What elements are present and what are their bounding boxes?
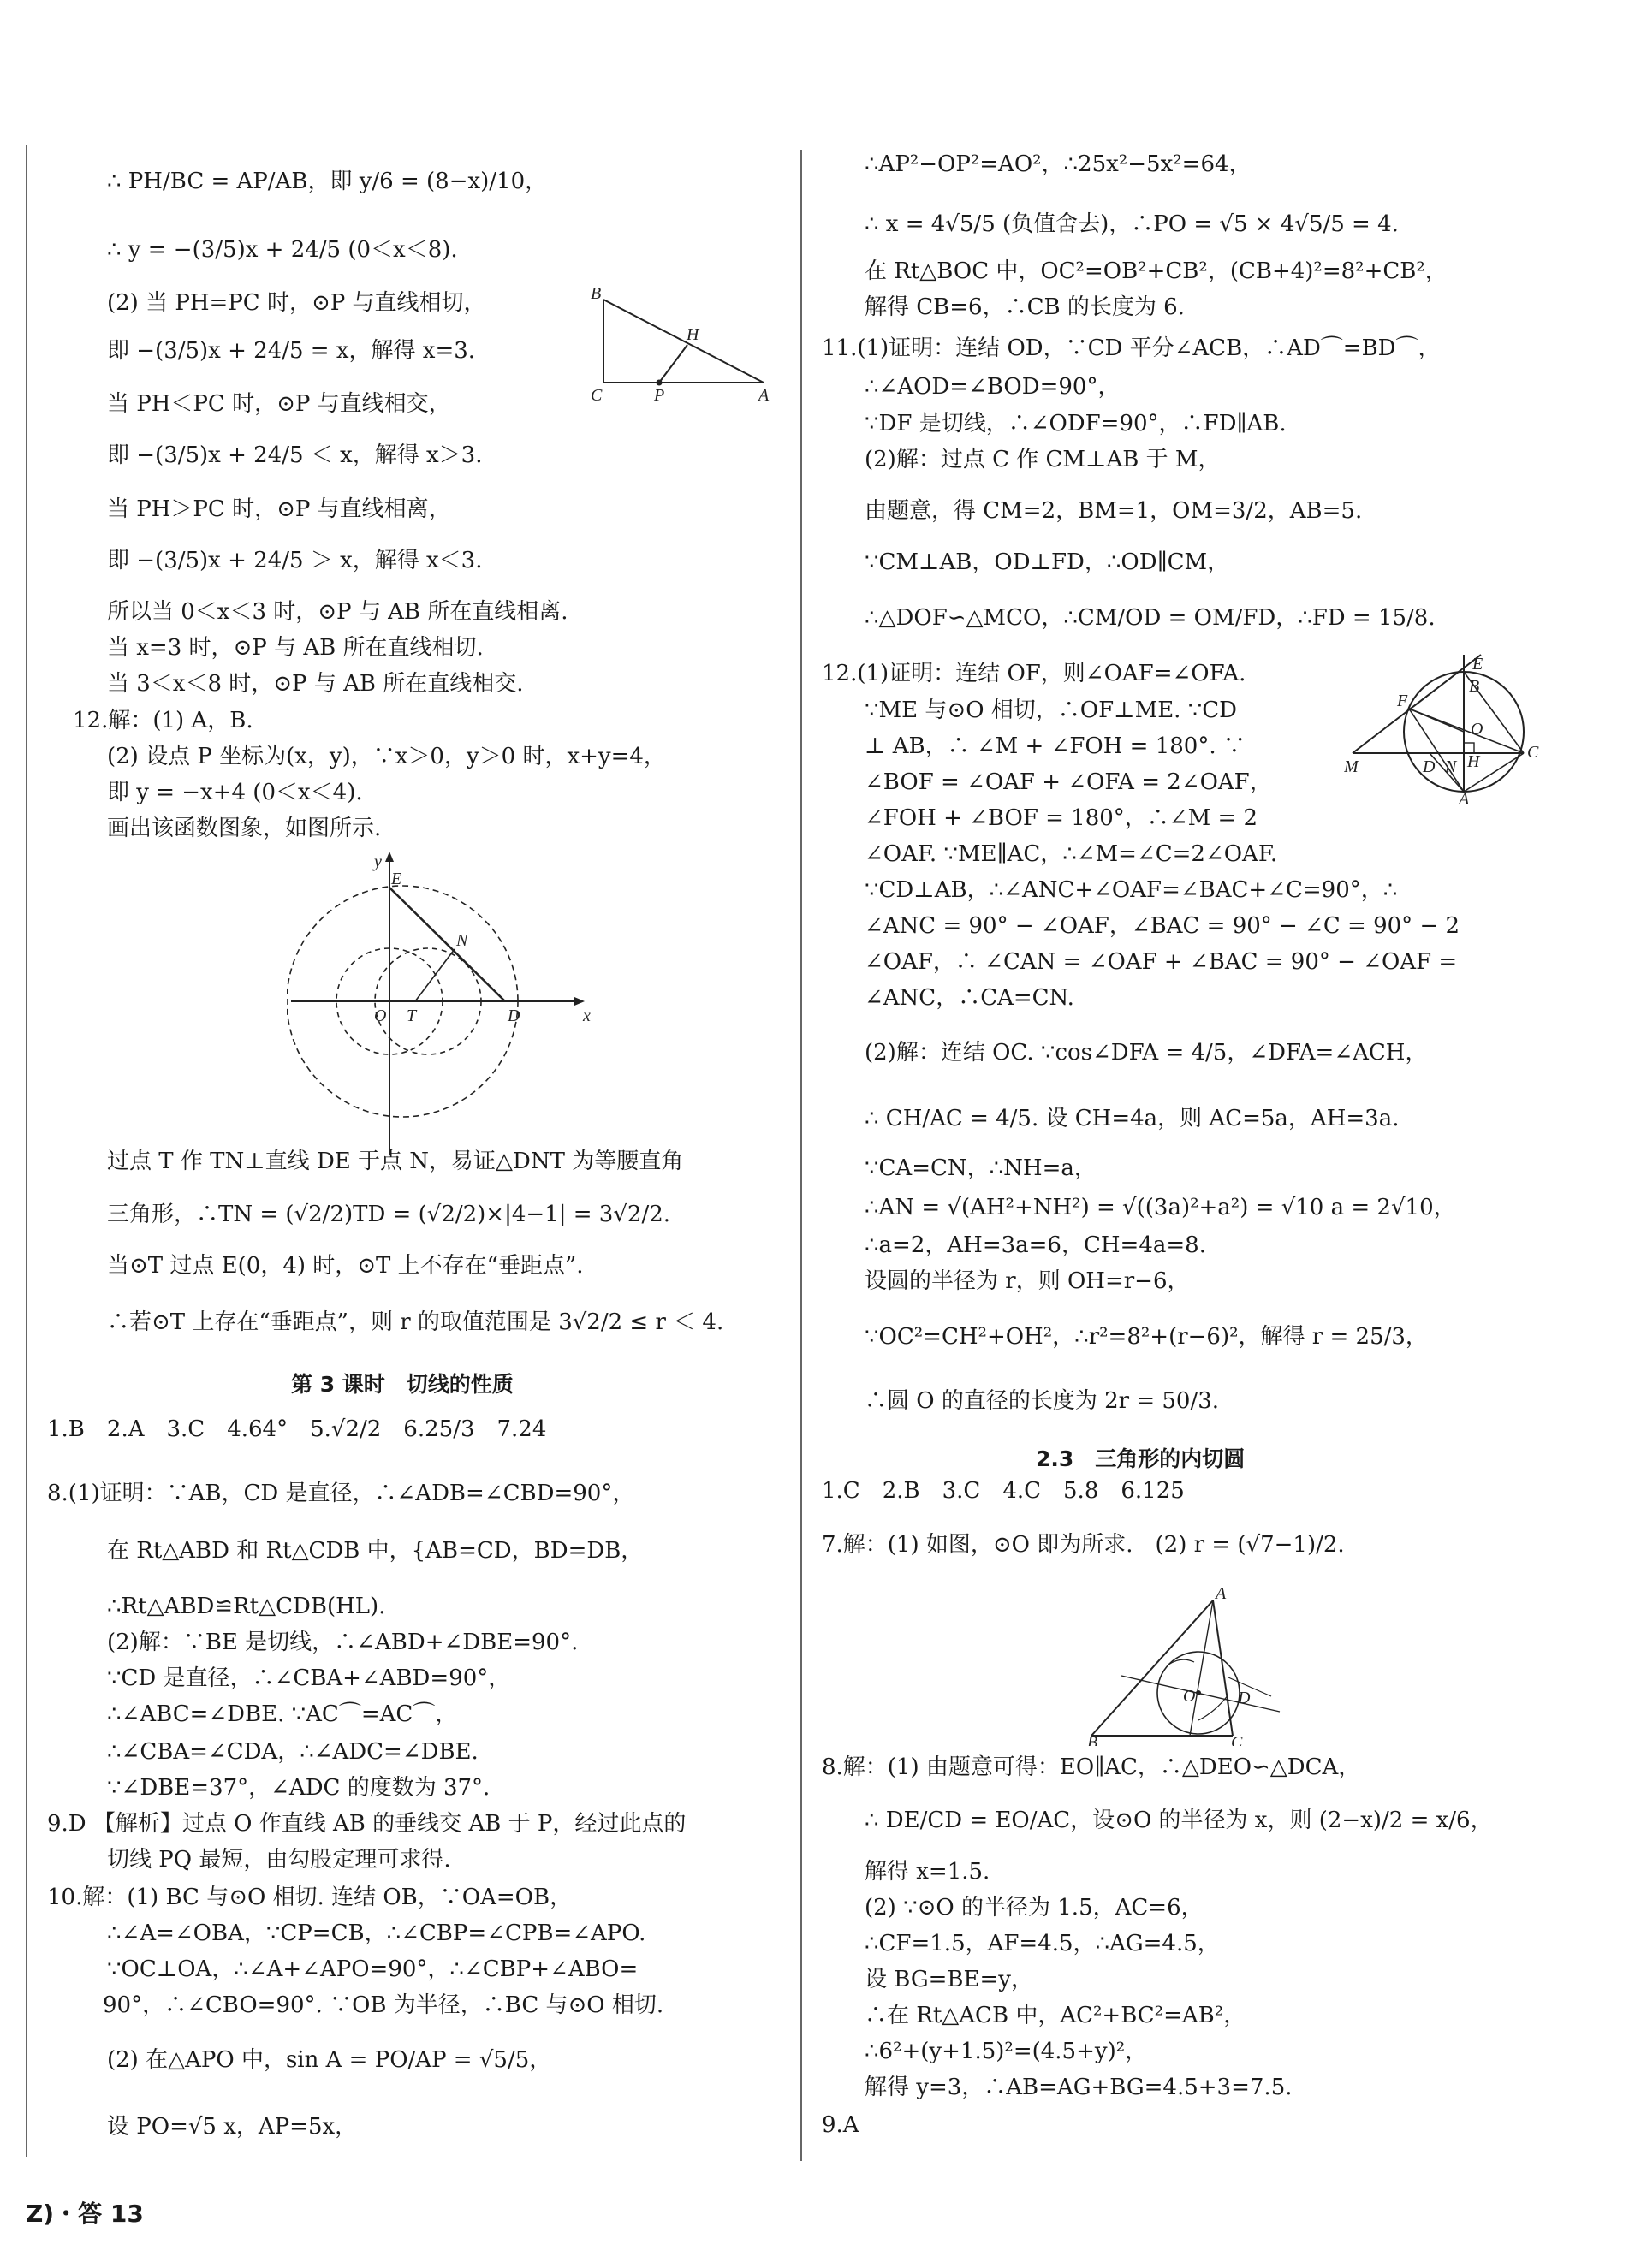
line-l-34: 90°，∴∠CBO=90°. ∵OB 为半径，∴BC 与⊙O 相切.: [103, 1992, 664, 2018]
label-A2: A: [1459, 790, 1470, 804]
line-r-34: 解得 x=1.5.: [865, 1859, 990, 1885]
line-l-1: ∴ PH/BC = AP/AB，即 y/6 = (8−x)/10，: [107, 169, 548, 194]
line-l-25: ∵CD 是直径，∴∠CBA+∠ABD=90°，: [107, 1665, 511, 1691]
column-divider: [800, 150, 802, 2161]
line-r-17: ∠OAF. ∵ME∥AC，∴∠M=∠C=2∠OAF.: [865, 841, 1278, 867]
label-N: N: [456, 931, 468, 950]
label-M2: M: [1344, 757, 1359, 776]
line-r-40: 解得 y=3，∴AB=AG+BG=4.5+3=7.5.: [865, 2075, 1293, 2100]
line-r-14: ⊥ AB，∴ ∠M + ∠FOH = 180°. ∵: [865, 733, 1246, 759]
line-r-12: 12.(1)证明：连结 OF，则∠OAF=∠OFA.: [822, 661, 1246, 686]
left-margin-rule: [26, 145, 27, 2157]
line-r-15: ∠BOF = ∠OAF + ∠OFA = 2∠OAF，: [865, 769, 1272, 795]
line-l-16: 过点 T 作 TN⊥直线 DE 于点 N，易证△DNT 为等腰直角: [107, 1149, 684, 1174]
label-H: H: [687, 325, 699, 344]
section-title-right: 2.3 三角形的内切圆: [1036, 1446, 1246, 1471]
line-l-29: 9.D 【解析】过点 O 作直线 AB 的垂线交 AB 于 P，经过此点的: [47, 1811, 687, 1837]
label-P: P: [654, 386, 665, 402]
line-r-1: ∴AP²−OP²=AO²，∴25x²−5x²=64，: [865, 151, 1252, 177]
label-N2: N: [1445, 757, 1457, 776]
line-l-27: ∴∠CBA=∠CDA，∴∠ADC=∠DBE.: [107, 1739, 479, 1765]
label-O: O: [374, 1006, 387, 1025]
line-r-4: 解得 CB=6，∴CB 的长度为 6.: [865, 294, 1185, 320]
line-r-31: 7.解：(1) 如图，⊙O 即为所求. (2) r = (√7−1)/2.: [822, 1532, 1345, 1558]
line-r-41: 9.A: [822, 2112, 859, 2138]
label-B: B: [591, 287, 602, 303]
label-H2: H: [1467, 752, 1480, 771]
line-l-8: 即 −(3/5)x + 24/5 ＞ x，解得 x＜3.: [107, 548, 483, 573]
label-B2: B: [1469, 677, 1480, 696]
line-r-30: 1.C 2.B 3.C 4.C 5.8 6.125: [822, 1478, 1185, 1504]
line-l-30: 切线 PQ 最短，由勾股定理可求得.: [107, 1847, 451, 1873]
line-l-12: 12.解：(1) A，B.: [73, 708, 253, 733]
line-r-6: ∴∠AOD=∠BOD=90°，: [865, 374, 1121, 400]
label-D3: D: [1238, 1689, 1251, 1707]
line-r-9: 由题意，得 CM=2，BM=1，OM=3/2，AB=5.: [865, 498, 1363, 524]
line-r-11: ∴△DOF∽△MCO，∴CM/OD = OM/FD，∴FD = 15/8.: [865, 605, 1436, 631]
label-D2: D: [1423, 757, 1436, 776]
label-y: y: [374, 852, 382, 871]
incircle-figure: [1087, 1583, 1293, 1746]
line-l-10: 当 x=3 时，⊙P 与 AB 所在直线相切.: [107, 635, 484, 661]
line-l-2: ∴ y = −(3/5)x + 24/5 (0＜x＜8).: [107, 237, 458, 263]
line-r-23: ∴ CH/AC = 4/5. 设 CH=4a，则 AC=5a，AH=3a.: [865, 1106, 1400, 1131]
line-r-13: ∵ME 与⊙O 相切，∴OF⊥ME. ∵CD: [865, 698, 1237, 723]
line-r-16: ∠FOH + ∠BOF = 180°，∴∠M = 2: [865, 805, 1258, 831]
line-r-36: ∴CF=1.5，AF=4.5，∴AG=4.5，: [865, 1931, 1220, 1956]
page-number: Z)・答 13: [26, 2200, 144, 2228]
line-l-6: 即 −(3/5)x + 24/5 ＜ x，解得 x＞3.: [107, 442, 483, 468]
line-r-33: ∴ DE/CD = EO/AC，设⊙O 的半径为 x，则 (2−x)/2 = x/6，: [865, 1808, 1493, 1833]
line-r-25: ∴AN = √(AH²+NH²) = √((3a)²+a²) = √10 a = 2√10，: [865, 1195, 1456, 1220]
label-E: E: [391, 870, 402, 888]
line-l-13: (2) 设点 P 坐标为(x，y)，∵x＞0，y＞0 时，x+y=4，: [107, 744, 666, 769]
line-r-37: 设 BG=BE=y，: [865, 1967, 1033, 1992]
line-r-7: ∵DF 是切线，∴∠ODF=90°，∴FD∥AB.: [865, 411, 1287, 436]
line-l-24: (2)解：∵BE 是切线，∴∠ABD+∠DBE=90°.: [107, 1630, 579, 1655]
label-T: T: [407, 1006, 417, 1025]
line-r-2: ∴ x = 4√5/5 (负值舍去)，∴PO = √5 × 4√5/5 = 4.: [865, 211, 1399, 237]
label-C3: C: [1231, 1733, 1243, 1746]
line-r-19: ∠ANC = 90° − ∠OAF，∠BAC = 90° − ∠C = 90° − 2: [865, 913, 1460, 939]
label-B3: B: [1087, 1733, 1098, 1746]
line-r-5: 11.(1)证明：连结 OD，∵CD 平分∠ACB，∴AD⌒=BD⌒，: [822, 335, 1441, 361]
label-O2: O: [1471, 720, 1483, 739]
line-l-33: ∵OC⊥OA，∴∠A+∠APO=90°，∴∠CBP+∠ABO=: [107, 1956, 639, 1982]
line-r-29: ∴圆 O 的直径的长度为 2r = 50/3.: [865, 1388, 1220, 1414]
line-r-38: ∴在 Rt△ACB 中，AC²+BC²=AB²，: [865, 2003, 1246, 2028]
line-l-15: 画出该函数图象，如图所示.: [107, 816, 382, 841]
line-r-22: (2)解：连结 OC. ∵cos∠DFA = 4/5，∠DFA=∠ACH，: [865, 1040, 1428, 1066]
line-r-32: 8.解：(1) 由题意可得：EO∥AC，∴△DEO∽△DCA，: [822, 1754, 1361, 1780]
line-l-28: ∵∠DBE=37°，∠ADC 的度数为 37°.: [107, 1775, 491, 1801]
line-l-7: 当 PH＞PC 时，⊙P 与直线相离，: [107, 496, 451, 522]
line-l-26: ∴∠ABC=∠DBE. ∵AC⌒=AC⌒，: [107, 1701, 458, 1727]
line-l-3: (2) 当 PH=PC 时，⊙P 与直线相切，: [107, 290, 486, 316]
line-l-31: 10.解：(1) BC 与⊙O 相切. 连结 OB，∵OA=OB，: [47, 1885, 573, 1910]
label-x: x: [583, 1006, 591, 1025]
line-l-36: 设 PO=√5 x，AP=5x，: [107, 2114, 358, 2140]
line-l-14: 即 y = −x+4 (0＜x＜4).: [107, 780, 363, 805]
label-C2: C: [1527, 743, 1539, 762]
line-l-11: 当 3＜x＜8 时，⊙P 与 AB 所在直线相交.: [107, 671, 524, 697]
line-r-3: 在 Rt△BOC 中，OC²=OB²+CB²，(CB+4)²=8²+CB²，: [865, 258, 1448, 284]
line-l-19: ∴若⊙T 上存在“垂距点”，则 r 的取值范围是 3√2/2 ≤ r ＜ 4.: [107, 1309, 724, 1335]
triangle-figure: [582, 287, 779, 402]
line-l-20: 1.B 2.A 3.C 4.64° 5.√2/2 6.25/3 7.24: [47, 1416, 547, 1442]
line-l-17: 三角形，∴TN = (√2/2)TD = (√2/2)×|4−1| = 3√2/2.: [107, 1202, 671, 1227]
line-l-5: 当 PH＜PC 时，⊙P 与直线相交，: [107, 391, 451, 417]
coordinate-figure: [287, 852, 595, 1160]
line-l-9: 所以当 0＜x＜3 时，⊙P 与 AB 所在直线相离.: [107, 599, 568, 625]
line-l-23: ∴Rt△ABD≌Rt△CDB(HL).: [107, 1594, 386, 1619]
label-A3: A: [1216, 1584, 1227, 1603]
label-O3: O: [1183, 1687, 1196, 1706]
line-l-21: 8.(1)证明：∵AB，CD 是直径，∴∠ADB=∠CBD=90°，: [47, 1481, 635, 1506]
label-A: A: [758, 386, 770, 402]
line-l-35: (2) 在△APO 中，sin A = PO/AP = √5/5，: [107, 2047, 552, 2073]
line-l-4: 即 −(3/5)x + 24/5 = x，解得 x=3.: [107, 338, 476, 364]
label-C: C: [591, 386, 603, 402]
line-r-21: ∠ANC，∴CA=CN.: [865, 985, 1074, 1011]
line-r-28: ∵OC²=CH²+OH²，∴r²=8²+(r−6)²，解得 r = 25/3，: [865, 1324, 1428, 1350]
line-r-27: 设圆的半径为 r，则 OH=r−6，: [865, 1268, 1190, 1294]
line-r-18: ∵CD⊥AB，∴∠ANC+∠OAF=∠BAC+∠C=90°，∴: [865, 877, 1398, 903]
line-l-32: ∴∠A=∠OBA，∵CP=CB，∴∠CBP=∠CPB=∠APO.: [107, 1921, 646, 1946]
line-l-22: 在 Rt△ABD 和 Rt△CDB 中，{AB=CD，BD=DB，: [107, 1538, 644, 1564]
line-r-24: ∵CA=CN，∴NH=a，: [865, 1155, 1097, 1181]
label-D: D: [508, 1006, 520, 1025]
line-r-39: ∴6²+(y+1.5)²=(4.5+y)²，: [865, 2039, 1148, 2064]
line-r-26: ∴a=2，AH=3a=6，CH=4a=8.: [865, 1232, 1206, 1258]
label-E2: E: [1472, 655, 1483, 674]
section-title-left: 第 3 课时 切线的性质: [291, 1372, 514, 1397]
line-r-20: ∠OAF，∴ ∠CAN = ∠OAF + ∠BAC = 90° − ∠OAF =: [865, 949, 1458, 975]
line-r-8: (2)解：过点 C 作 CM⊥AB 于 M，: [865, 447, 1221, 472]
label-F2: F: [1397, 692, 1408, 710]
line-r-35: (2) ∵⊙O 的半径为 1.5，AC=6，: [865, 1895, 1204, 1921]
line-r-10: ∵CM⊥AB，OD⊥FD，∴OD∥CM，: [865, 549, 1230, 575]
line-l-18: 当⊙T 过点 E(0，4) 时，⊙T 上不存在“垂距点”.: [107, 1253, 584, 1279]
circle-tangent-figure: [1344, 650, 1549, 804]
